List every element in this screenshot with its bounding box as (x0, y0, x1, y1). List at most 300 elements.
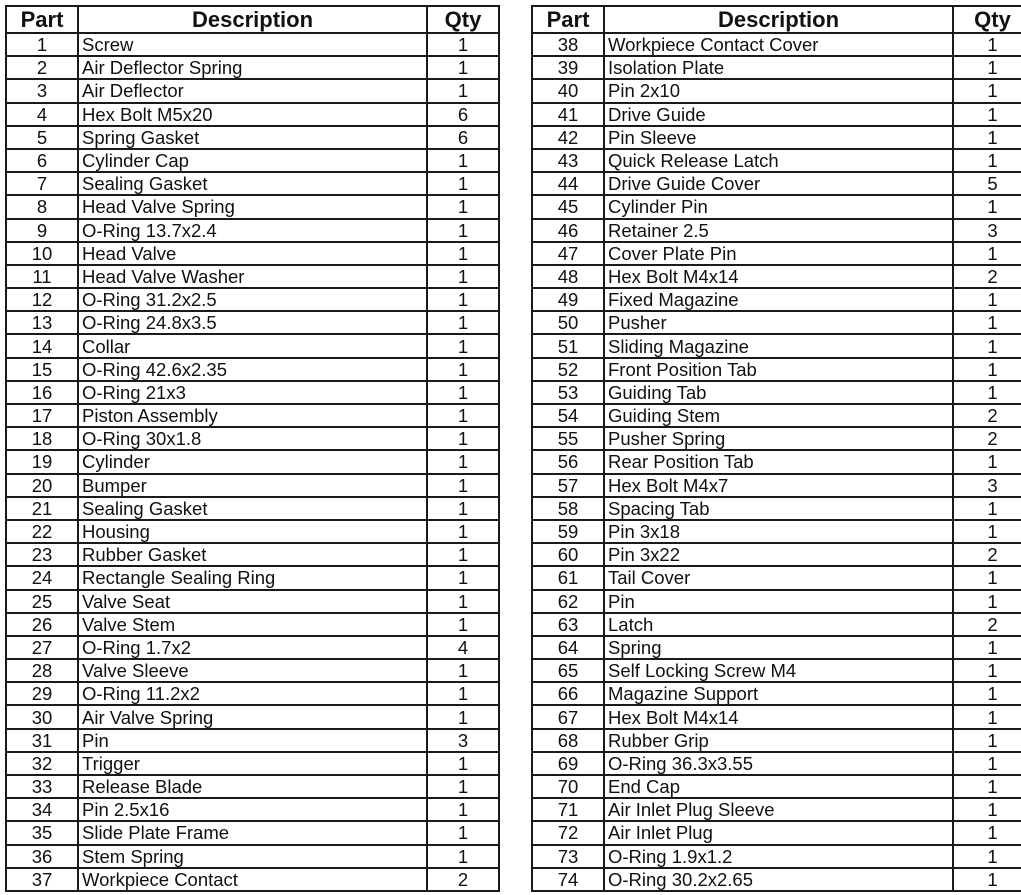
table-row (6, 752, 499, 775)
quantity-cell: 1 (953, 311, 1021, 334)
description-cell: Spring (604, 636, 953, 659)
part-number-cell: 14 (6, 334, 78, 357)
quantity-cell: 6 (427, 103, 499, 126)
quantity-cell: 1 (427, 450, 499, 473)
quantity-cell: 1 (427, 265, 499, 288)
description-cell: Air Inlet Plug Sleeve (604, 798, 953, 821)
table-row (532, 868, 1021, 891)
description-cell: Head Valve (78, 242, 427, 265)
quantity-cell: 1 (953, 868, 1021, 891)
part-number-cell: 6 (6, 149, 78, 172)
part-number-cell: 30 (6, 705, 78, 728)
part-number-cell: 68 (532, 729, 604, 752)
description-cell: Cylinder Pin (604, 195, 953, 218)
table-row (532, 659, 1021, 682)
quantity-cell: 1 (953, 590, 1021, 613)
description-cell: Air Deflector (78, 79, 427, 102)
description-cell: Collar (78, 334, 427, 357)
part-number-cell: 45 (532, 195, 604, 218)
table-row (532, 520, 1021, 543)
table-row (6, 219, 499, 242)
description-cell: Pin 2x10 (604, 79, 953, 102)
part-number-cell: 29 (6, 682, 78, 705)
part-number-cell: 12 (6, 288, 78, 311)
table-row (6, 705, 499, 728)
quantity-cell: 1 (953, 821, 1021, 844)
part-number-cell: 74 (532, 868, 604, 891)
description-cell: Bumper (78, 474, 427, 497)
header-qty: Qty (427, 6, 499, 33)
description-cell: O-Ring 1.7x2 (78, 636, 427, 659)
quantity-cell: 1 (953, 33, 1021, 56)
part-number-cell: 42 (532, 126, 604, 149)
description-cell: Quick Release Latch (604, 149, 953, 172)
quantity-cell: 1 (427, 311, 499, 334)
quantity-cell: 1 (953, 705, 1021, 728)
description-cell: Fixed Magazine (604, 288, 953, 311)
quantity-cell: 2 (953, 543, 1021, 566)
quantity-cell: 6 (427, 126, 499, 149)
description-cell: Air Inlet Plug (604, 821, 953, 844)
description-cell: Spring Gasket (78, 126, 427, 149)
description-cell: Hex Bolt M5x20 (78, 103, 427, 126)
quantity-cell: 3 (953, 219, 1021, 242)
part-number-cell: 72 (532, 821, 604, 844)
part-number-cell: 39 (532, 56, 604, 79)
description-cell: Drive Guide (604, 103, 953, 126)
table-row (6, 682, 499, 705)
table-row (6, 149, 499, 172)
table-row (532, 126, 1021, 149)
part-number-cell: 51 (532, 334, 604, 357)
part-number-cell: 59 (532, 520, 604, 543)
table-row (6, 636, 499, 659)
part-number-cell: 8 (6, 195, 78, 218)
description-cell: Housing (78, 520, 427, 543)
quantity-cell: 1 (953, 636, 1021, 659)
header-description: Description (78, 6, 427, 33)
quantity-cell: 1 (953, 775, 1021, 798)
quantity-cell: 1 (427, 33, 499, 56)
table-row (6, 404, 499, 427)
quantity-cell: 1 (427, 682, 499, 705)
quantity-cell: 1 (953, 334, 1021, 357)
part-number-cell: 31 (6, 729, 78, 752)
part-number-cell: 61 (532, 566, 604, 589)
part-number-cell: 66 (532, 682, 604, 705)
quantity-cell: 1 (427, 219, 499, 242)
part-number-cell: 43 (532, 149, 604, 172)
description-cell: O-Ring 1.9x1.2 (604, 845, 953, 868)
quantity-cell: 3 (953, 474, 1021, 497)
part-number-cell: 15 (6, 358, 78, 381)
table-row (6, 265, 499, 288)
quantity-cell: 1 (427, 195, 499, 218)
description-cell: Screw (78, 33, 427, 56)
description-cell: Pin 3x18 (604, 520, 953, 543)
quantity-cell: 1 (953, 450, 1021, 473)
quantity-cell: 1 (953, 126, 1021, 149)
quantity-cell: 3 (427, 729, 499, 752)
description-cell: Pin (78, 729, 427, 752)
part-number-cell: 41 (532, 103, 604, 126)
description-cell: Pusher Spring (604, 427, 953, 450)
table-row (532, 450, 1021, 473)
description-cell: Pin 2.5x16 (78, 798, 427, 821)
description-cell: Rear Position Tab (604, 450, 953, 473)
part-number-cell: 47 (532, 242, 604, 265)
description-cell: Pusher (604, 311, 953, 334)
description-cell: Hex Bolt M4x14 (604, 265, 953, 288)
table-row (532, 821, 1021, 844)
quantity-cell: 2 (953, 265, 1021, 288)
table-row (6, 79, 499, 102)
quantity-cell: 1 (427, 358, 499, 381)
quantity-cell: 1 (427, 566, 499, 589)
part-number-cell: 46 (532, 219, 604, 242)
part-number-cell: 13 (6, 311, 78, 334)
quantity-cell: 1 (427, 497, 499, 520)
part-number-cell: 25 (6, 590, 78, 613)
description-cell: Hex Bolt M4x7 (604, 474, 953, 497)
description-cell: Head Valve Washer (78, 265, 427, 288)
table-row (532, 56, 1021, 79)
quantity-cell: 1 (427, 381, 499, 404)
table-row (6, 543, 499, 566)
table-row (6, 798, 499, 821)
description-cell: Valve Stem (78, 613, 427, 636)
part-number-cell: 2 (6, 56, 78, 79)
description-cell: Cylinder Cap (78, 149, 427, 172)
description-cell: Air Deflector Spring (78, 56, 427, 79)
table-row (532, 613, 1021, 636)
table-row (532, 775, 1021, 798)
part-number-cell: 24 (6, 566, 78, 589)
part-number-cell: 3 (6, 79, 78, 102)
description-cell: Spacing Tab (604, 497, 953, 520)
quantity-cell: 1 (427, 775, 499, 798)
part-number-cell: 1 (6, 33, 78, 56)
quantity-cell: 1 (427, 845, 499, 868)
description-cell: Valve Seat (78, 590, 427, 613)
table-row (532, 798, 1021, 821)
table-row (6, 590, 499, 613)
part-number-cell: 18 (6, 427, 78, 450)
quantity-cell: 1 (427, 520, 499, 543)
part-number-cell: 19 (6, 450, 78, 473)
part-number-cell: 28 (6, 659, 78, 682)
part-number-cell: 38 (532, 33, 604, 56)
part-number-cell: 67 (532, 705, 604, 728)
table-row (6, 242, 499, 265)
part-number-cell: 32 (6, 752, 78, 775)
table-row (532, 474, 1021, 497)
description-cell: Piston Assembly (78, 404, 427, 427)
description-cell: O-Ring 31.2x2.5 (78, 288, 427, 311)
part-number-cell: 56 (532, 450, 604, 473)
description-cell: Cylinder (78, 450, 427, 473)
part-number-cell: 63 (532, 613, 604, 636)
quantity-cell: 5 (953, 172, 1021, 195)
quantity-cell: 4 (427, 636, 499, 659)
table-row (6, 334, 499, 357)
table-row (6, 126, 499, 149)
description-cell: Guiding Stem (604, 404, 953, 427)
quantity-cell: 1 (427, 242, 499, 265)
table-row (532, 149, 1021, 172)
quantity-cell: 1 (953, 798, 1021, 821)
part-number-cell: 65 (532, 659, 604, 682)
description-cell: Head Valve Spring (78, 195, 427, 218)
quantity-cell: 1 (427, 404, 499, 427)
table-row (532, 705, 1021, 728)
quantity-cell: 2 (427, 868, 499, 891)
description-cell: Magazine Support (604, 682, 953, 705)
table-row (532, 404, 1021, 427)
quantity-cell: 1 (427, 56, 499, 79)
description-cell: Self Locking Screw M4 (604, 659, 953, 682)
table-row (532, 334, 1021, 357)
part-number-cell: 48 (532, 265, 604, 288)
table-row (532, 590, 1021, 613)
quantity-cell: 1 (953, 659, 1021, 682)
description-cell: Rubber Grip (604, 729, 953, 752)
description-cell: Rectangle Sealing Ring (78, 566, 427, 589)
table-row (532, 195, 1021, 218)
part-number-cell: 52 (532, 358, 604, 381)
part-number-cell: 40 (532, 79, 604, 102)
header-row (532, 6, 1021, 33)
quantity-cell: 1 (953, 682, 1021, 705)
table-row (532, 682, 1021, 705)
parts-table-right (531, 5, 1021, 892)
part-number-cell: 20 (6, 474, 78, 497)
quantity-cell: 1 (953, 358, 1021, 381)
table-row (6, 729, 499, 752)
part-number-cell: 36 (6, 845, 78, 868)
table-row (6, 450, 499, 473)
part-number-cell: 54 (532, 404, 604, 427)
description-cell: Sealing Gasket (78, 497, 427, 520)
table-row (6, 821, 499, 844)
description-cell: Slide Plate Frame (78, 821, 427, 844)
part-number-cell: 33 (6, 775, 78, 798)
part-number-cell: 69 (532, 752, 604, 775)
quantity-cell: 1 (427, 474, 499, 497)
table-row (532, 288, 1021, 311)
quantity-cell: 1 (953, 752, 1021, 775)
part-number-cell: 5 (6, 126, 78, 149)
table-row (6, 381, 499, 404)
description-cell: Rubber Gasket (78, 543, 427, 566)
parts-table-body (6, 33, 499, 891)
part-number-cell: 64 (532, 636, 604, 659)
header-row (6, 6, 499, 33)
description-cell: Front Position Tab (604, 358, 953, 381)
table-row (532, 427, 1021, 450)
header-part: Part (532, 6, 604, 33)
quantity-cell: 1 (953, 845, 1021, 868)
part-number-cell: 34 (6, 798, 78, 821)
quantity-cell: 1 (427, 590, 499, 613)
quantity-cell: 1 (953, 566, 1021, 589)
description-cell: Trigger (78, 752, 427, 775)
quantity-cell: 1 (953, 149, 1021, 172)
quantity-cell: 1 (427, 288, 499, 311)
quantity-cell: 2 (953, 613, 1021, 636)
header-qty: Qty (953, 6, 1021, 33)
description-cell: Pin (604, 590, 953, 613)
parts-table-left (5, 5, 500, 892)
table-row (6, 474, 499, 497)
description-cell: O-Ring 42.6x2.35 (78, 358, 427, 381)
description-cell: Stem Spring (78, 845, 427, 868)
part-number-cell: 60 (532, 543, 604, 566)
part-number-cell: 9 (6, 219, 78, 242)
table-row (532, 172, 1021, 195)
quantity-cell: 1 (953, 242, 1021, 265)
part-number-cell: 50 (532, 311, 604, 334)
part-number-cell: 53 (532, 381, 604, 404)
description-cell: Pin 3x22 (604, 543, 953, 566)
part-number-cell: 57 (532, 474, 604, 497)
quantity-cell: 1 (953, 381, 1021, 404)
part-number-cell: 4 (6, 103, 78, 126)
table-row (6, 56, 499, 79)
description-cell: Retainer 2.5 (604, 219, 953, 242)
description-cell: Drive Guide Cover (604, 172, 953, 195)
part-number-cell: 62 (532, 590, 604, 613)
part-number-cell: 27 (6, 636, 78, 659)
description-cell: Valve Sleeve (78, 659, 427, 682)
description-cell: Hex Bolt M4x14 (604, 705, 953, 728)
table-row (532, 729, 1021, 752)
description-cell: Isolation Plate (604, 56, 953, 79)
description-cell: O-Ring 21x3 (78, 381, 427, 404)
table-row (532, 79, 1021, 102)
part-number-cell: 7 (6, 172, 78, 195)
table-row (532, 752, 1021, 775)
quantity-cell: 1 (953, 56, 1021, 79)
part-number-cell: 35 (6, 821, 78, 844)
table-row (6, 520, 499, 543)
quantity-cell: 1 (427, 821, 499, 844)
table-row (6, 288, 499, 311)
description-cell: Release Blade (78, 775, 427, 798)
table-row (6, 775, 499, 798)
part-number-cell: 70 (532, 775, 604, 798)
quantity-cell: 1 (427, 705, 499, 728)
description-cell: Latch (604, 613, 953, 636)
table-row (6, 358, 499, 381)
quantity-cell: 1 (953, 195, 1021, 218)
quantity-cell: 1 (427, 427, 499, 450)
table-row (532, 358, 1021, 381)
quantity-cell: 1 (427, 798, 499, 821)
quantity-cell: 1 (427, 752, 499, 775)
quantity-cell: 1 (953, 497, 1021, 520)
table-row (532, 566, 1021, 589)
part-number-cell: 55 (532, 427, 604, 450)
parts-table-body (532, 33, 1021, 891)
part-number-cell: 23 (6, 543, 78, 566)
quantity-cell: 1 (427, 172, 499, 195)
quantity-cell: 1 (427, 79, 499, 102)
description-cell: O-Ring 30.2x2.65 (604, 868, 953, 891)
description-cell: Workpiece Contact (78, 868, 427, 891)
table-row (532, 33, 1021, 56)
description-cell: O-Ring 30x1.8 (78, 427, 427, 450)
description-cell: Cover Plate Pin (604, 242, 953, 265)
table-row (6, 659, 499, 682)
part-number-cell: 73 (532, 845, 604, 868)
table-row (532, 242, 1021, 265)
description-cell: Air Valve Spring (78, 705, 427, 728)
table-row (6, 103, 499, 126)
part-number-cell: 49 (532, 288, 604, 311)
description-cell: O-Ring 24.8x3.5 (78, 311, 427, 334)
description-cell: Tail Cover (604, 566, 953, 589)
table-row (532, 497, 1021, 520)
table-row (6, 868, 499, 891)
table-row (6, 195, 499, 218)
part-number-cell: 71 (532, 798, 604, 821)
quantity-cell: 2 (953, 404, 1021, 427)
table-row (532, 381, 1021, 404)
table-row (6, 566, 499, 589)
part-number-cell: 21 (6, 497, 78, 520)
table-row (532, 311, 1021, 334)
table-row (6, 427, 499, 450)
quantity-cell: 1 (953, 520, 1021, 543)
description-cell: Workpiece Contact Cover (604, 33, 953, 56)
part-number-cell: 11 (6, 265, 78, 288)
table-row (6, 845, 499, 868)
quantity-cell: 1 (427, 543, 499, 566)
part-number-cell: 17 (6, 404, 78, 427)
table-row (6, 311, 499, 334)
header-description: Description (604, 6, 953, 33)
description-cell: Guiding Tab (604, 381, 953, 404)
part-number-cell: 26 (6, 613, 78, 636)
table-row (532, 543, 1021, 566)
table-row (6, 497, 499, 520)
description-cell: O-Ring 36.3x3.55 (604, 752, 953, 775)
part-number-cell: 10 (6, 242, 78, 265)
quantity-cell: 1 (953, 103, 1021, 126)
quantity-cell: 1 (427, 334, 499, 357)
table-row (6, 33, 499, 56)
part-number-cell: 37 (6, 868, 78, 891)
header-part: Part (6, 6, 78, 33)
table-row (532, 845, 1021, 868)
table-row (6, 613, 499, 636)
part-number-cell: 44 (532, 172, 604, 195)
description-cell: O-Ring 13.7x2.4 (78, 219, 427, 242)
quantity-cell: 1 (953, 288, 1021, 311)
description-cell: Pin Sleeve (604, 126, 953, 149)
quantity-cell: 1 (427, 149, 499, 172)
description-cell: End Cap (604, 775, 953, 798)
description-cell: Sliding Magazine (604, 334, 953, 357)
table-row (532, 636, 1021, 659)
quantity-cell: 1 (953, 79, 1021, 102)
part-number-cell: 58 (532, 497, 604, 520)
description-cell: Sealing Gasket (78, 172, 427, 195)
table-row (6, 172, 499, 195)
part-number-cell: 16 (6, 381, 78, 404)
quantity-cell: 1 (427, 613, 499, 636)
